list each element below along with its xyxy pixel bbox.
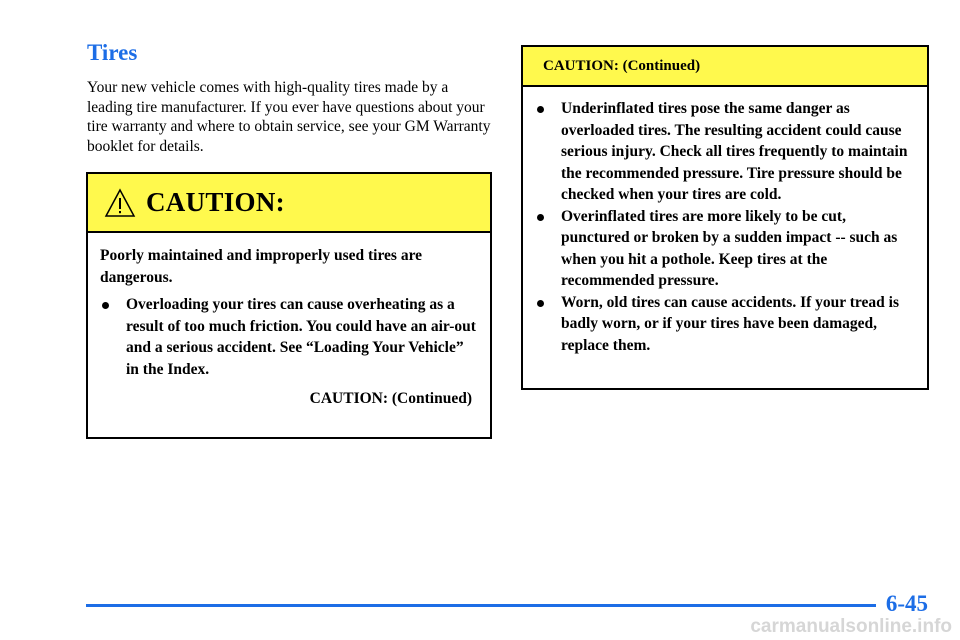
caution-continued-header xyxy=(523,47,927,87)
bullet-text: Worn, old tires can cause accidents. If your tread is badly worn, or if your tires have been damaged, replace them. xyxy=(561,293,899,354)
caution-continued-title: CAUTION: (Continued) xyxy=(543,57,701,74)
bullet-icon xyxy=(537,106,544,113)
caution-intro-text: Poorly maintained and improperly used tires are dangerous. xyxy=(100,247,423,286)
caution-box-left xyxy=(86,172,492,439)
intro-paragraph: Your new vehicle comes with high-quality tires made by a leading tire manufacturer. If you ever have questions about your tire warranty and where to obtain service, see your GM Warranty booklet for details. xyxy=(87,79,491,155)
caution-continued-label: CAUTION: (Continued) xyxy=(309,390,472,407)
bullet-item xyxy=(100,294,476,380)
caution-bullet-list xyxy=(535,98,913,356)
section-title: Tires xyxy=(87,40,138,65)
bullet-text: Underinflated tires pose the same danger as overloaded tires. The resulting accident could cause serious injury. Check all tires frequently to maintain the recommended pressure. Tire pressure should be checked when your tires are cold. xyxy=(561,100,908,203)
caution-bullet-list xyxy=(100,294,476,380)
bullet-icon xyxy=(537,300,544,307)
caution-body-left xyxy=(88,233,490,410)
caution-header xyxy=(88,174,490,233)
caution-title: CAUTION: xyxy=(146,187,285,217)
bullet-item xyxy=(535,206,913,292)
caution-body-right xyxy=(523,87,927,356)
bullet-text: Overinflated tires are more likely to be cut, punctured or broken by a sudden impact -- such as when you hit a pothole. Keep tires at the recommended pressure. xyxy=(561,207,898,289)
watermark: carmanualsonline.info xyxy=(750,616,952,637)
footer-rule xyxy=(86,604,876,607)
bullet-item xyxy=(535,292,913,357)
bullet-item xyxy=(535,98,913,206)
warning-triangle-icon xyxy=(104,187,136,219)
caution-box-right xyxy=(521,45,929,390)
bullet-icon xyxy=(537,214,544,221)
page-number: 6-45 xyxy=(885,591,928,616)
bullet-icon xyxy=(102,302,109,309)
bullet-text: Overloading your tires can cause overheating as a result of too much friction. You could have an air-out and a serious accident. See “Loading Your Vehicle” in the Index. xyxy=(126,296,476,378)
